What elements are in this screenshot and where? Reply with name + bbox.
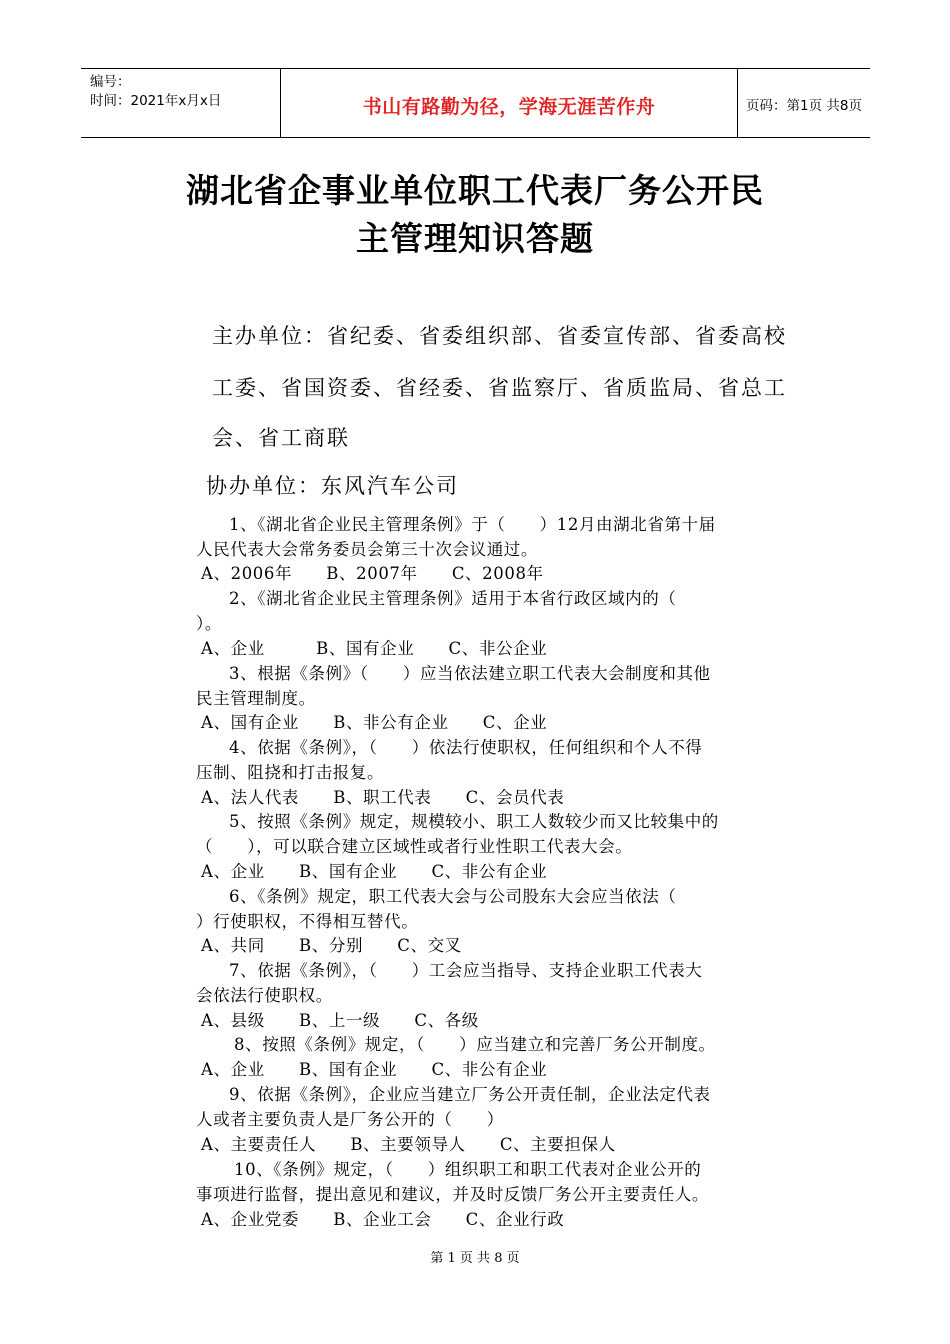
question-4-line1: 4、依据《条例》，（ ）依法行使职权，任何组织和个人不得	[229, 738, 703, 757]
document-title-line1: 湖北省企事业单位职工代表厂务公开民	[186, 171, 764, 210]
question-3-line1: 3、根据《条例》（ ）应当依法建立职工代表大会制度和其他	[229, 664, 711, 683]
question-5-line1: 5、按照《条例》规定，规模较小、职工人数较少而又比较集中的	[229, 812, 719, 831]
question-4-line2: 压制、阻挠和打击报复。	[196, 763, 385, 782]
question-10-options: A、企业党委 B、企业工会 C、企业行政	[201, 1210, 565, 1229]
question-9-line2: 人或者主要负责人是厂务公开的（ ）	[196, 1110, 504, 1129]
question-5-options: A、企业 B、国有企业 C、非公有企业	[201, 862, 548, 881]
question-9-options: A、主要责任人 B、主要领导人 C、主要担保人	[201, 1135, 616, 1154]
question-10-line2: 事项进行监督，提出意见和建议，并及时反馈厂务公开主要责任人。	[196, 1185, 709, 1204]
organizers-line1: 主办单位：省纪委、省委组织部、省委宣传部、省委高校	[212, 324, 787, 348]
document-title-line2: 主管理知识答题	[356, 219, 594, 258]
number-label: 编号：	[90, 74, 131, 90]
question-1-options: A、2006年 B、2007年 C、2008年	[201, 564, 544, 583]
question-2-options: A、企业 B、国有企业 C、非公企业	[201, 639, 548, 658]
question-2-line1: 2、《湖北省企业民主管理条例》适用于本省行政区域内的（	[229, 589, 677, 608]
organizers-line2: 工委、省国资委、省经委、省监察厅、省质监局、省总工	[212, 376, 787, 400]
question-6-options: A、共同 B、分别 C、交叉	[201, 936, 462, 955]
header-table	[81, 68, 870, 138]
question-7-line2: 会依法行使职权。	[196, 986, 333, 1005]
motto-cell	[281, 69, 738, 137]
question-6-line1: 6、《条例》规定，职工代表大会与公司股东大会应当依法（	[229, 887, 677, 906]
question-3-line2: 民主管理制度。	[196, 689, 316, 708]
co-organizer: 协办单位：东风汽车公司	[206, 474, 459, 498]
question-5-line2: （ ），可以联合建立区域性或者行业性职工代表大会。	[196, 837, 633, 856]
question-9-line1: 9、依据《条例》，企业应当建立厂务公开责任制，企业法定代表	[229, 1085, 711, 1104]
page-footer: 第 1 页 共 8 页	[430, 1251, 520, 1266]
motto-text: 书山有路勤为径，学海无涯苦作舟	[362, 96, 656, 118]
page-cell	[738, 69, 870, 137]
question-10-line1: 10、《条例》规定，（ ）组织职工和职工代表对企业公开的	[234, 1160, 702, 1179]
question-4-options: A、法人代表 B、职工代表 C、会员代表	[201, 788, 565, 807]
question-6-line2: ）行使职权，不得相互替代。	[196, 912, 419, 931]
header-meta-cell	[81, 69, 281, 137]
organizers-line3: 会、省工商联	[212, 426, 350, 450]
question-8-options: A、企业 B、国有企业 C、非公有企业	[201, 1060, 548, 1079]
question-7-options: A、县级 B、上一级 C、各级	[201, 1011, 479, 1030]
page-label: 页码：第1页 共8页	[746, 98, 862, 114]
question-1-line2: 人民代表大会常务委员会第三十次会议通过。	[196, 540, 538, 559]
question-8-line1: 8、按照《条例》规定，（ ）应当建立和完善厂务公开制度。	[234, 1035, 716, 1054]
question-2-line2: ）。	[196, 614, 222, 633]
question-7-line1: 7、依据《条例》，（ ）工会应当指导、支持企业职工代表大	[229, 961, 703, 980]
question-1-line1: 1、《湖北省企业民主管理条例》于（ ）12月由湖北省第十届	[229, 515, 716, 534]
time-label: 时间：2021年x月x日	[90, 93, 222, 109]
question-3-options: A、国有企业 B、非公有企业 C、企业	[201, 713, 548, 732]
